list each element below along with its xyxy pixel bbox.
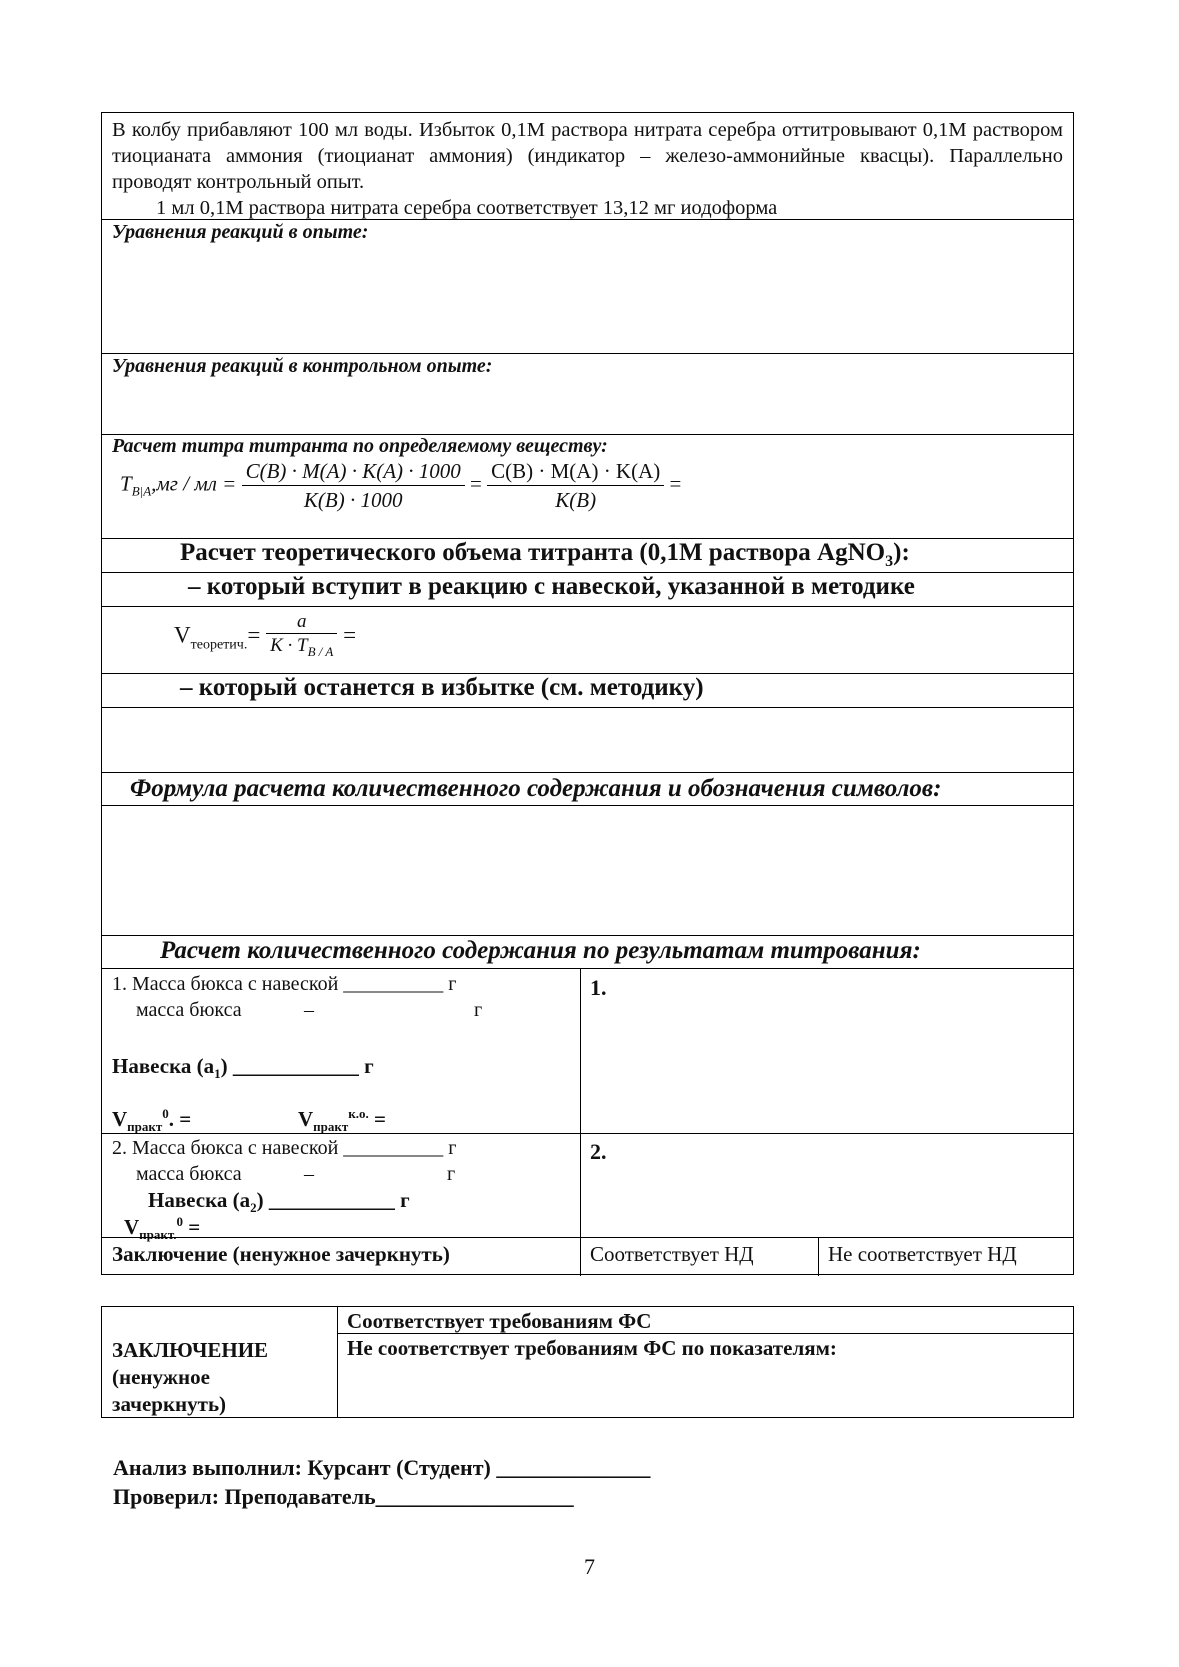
page-number: 7 <box>584 1554 595 1579</box>
divider <box>102 353 1073 354</box>
analysis-table <box>101 112 1074 1275</box>
sample2-dash: – <box>304 1163 314 1185</box>
titer-symbol: T <box>120 471 132 496</box>
divider <box>102 219 1073 220</box>
excess-volume-subtitle: – который останется в избытке (см. методику) <box>180 674 704 701</box>
naveska-subscript: 2 <box>250 1200 257 1216</box>
naveska-label: Навеска (а <box>112 1054 215 1078</box>
sample2-unit: г <box>447 1163 456 1185</box>
sample1-unit: г <box>474 999 483 1021</box>
v-prakt-equals: = <box>188 1215 201 1239</box>
v-ko-symbol: V <box>298 1107 314 1131</box>
column-divider <box>580 1237 581 1276</box>
v-prakt-symbol: V <box>112 1107 128 1131</box>
sample1-mass-with: 1. Масса бюкса с навеской __________ г <box>112 973 457 995</box>
v-theoretical-formula <box>174 611 356 664</box>
label-line-3: зачеркнуть) <box>112 1392 227 1416</box>
equals-sign: = <box>343 622 357 648</box>
v-prakt-superscript: 0 <box>176 1214 184 1229</box>
sample1-result-number: 1. <box>590 975 607 1000</box>
v-fraction-numerator: a <box>266 611 337 634</box>
divider <box>102 805 1073 806</box>
divider <box>102 1133 1073 1134</box>
method-text: В колбу прибавляют 100 мл воды. Избыток 0,1М раствора нитрата серебра оттитровывают 0,1М раствором тиоцианата аммония (тиоцианат аммония) (индикатор – железо-аммонийные квасцы). Параллельно проводят контрольный опыт. <box>112 119 1063 193</box>
naveska-subscript: 1 <box>214 1066 221 1082</box>
checked-by-signature: Проверил: Преподаватель__________________ <box>113 1484 574 1509</box>
column-divider <box>818 1237 819 1276</box>
sample1-dash: – <box>304 999 314 1021</box>
divider <box>102 707 1073 708</box>
final-conclusion-label <box>112 1337 268 1418</box>
column-divider <box>580 968 581 1237</box>
naveska-end: ) ____________ г <box>256 1188 410 1212</box>
v-prakt-subscript: практ <box>127 1119 163 1135</box>
label-line-2: (ненужное <box>112 1365 210 1389</box>
title-subscript: 3 <box>885 553 894 570</box>
titer-formula <box>120 457 681 514</box>
conclusion-match-nd[interactable]: Соответствует НД <box>590 1242 754 1266</box>
equals-sign: = <box>669 471 682 496</box>
titer-subscript: B|A <box>131 483 152 499</box>
v-prakt-symbol: V <box>124 1215 140 1239</box>
sample2-mass-with: 2. Масса бюкса с навеской __________ г <box>112 1137 457 1159</box>
divider <box>102 968 1073 969</box>
v-prakt-superscript: 0 <box>162 1106 169 1121</box>
performed-by-signature: Анализ выполнил: Курсант (Студент) ______________ <box>113 1455 651 1480</box>
divider <box>102 772 1073 773</box>
v-prakt-subscript: практ. <box>139 1227 177 1243</box>
theoretical-title-text: Расчет теоретического объема титранта (0,1М раствора AgNO <box>180 539 886 566</box>
v-ko-superscript: к.о. <box>348 1106 369 1121</box>
v-fraction <box>266 611 337 664</box>
title-end: ): <box>893 539 910 566</box>
naveska-label: Навеска (а <box>148 1188 251 1212</box>
conclusion-no-match-nd[interactable]: Не соответствует НД <box>828 1242 1017 1266</box>
final-match-fs[interactable]: Соответствует требованиям ФС <box>347 1309 652 1333</box>
titer-calc-label: Расчет титра титранта по определяемому веществу: <box>112 435 608 457</box>
divider <box>102 606 1073 607</box>
naveska-end: ) ____________ г <box>220 1054 374 1078</box>
equivalence-text: 1 мл 0,1М раствора нитрата серебра соответствует 13,12 мг иодоформа <box>156 197 778 219</box>
final-conclusion-table <box>101 1306 1074 1418</box>
v-prakt-equals: . = <box>168 1107 192 1131</box>
den-subscript: B / A <box>307 643 334 659</box>
reactions-control-label: Уравнения реакций в контрольном опыте: <box>112 355 493 377</box>
titer-units: ,мг / мл = <box>151 471 237 496</box>
den-k-t: K · T <box>270 635 308 656</box>
fraction-1-numerator: C(B) · M(A) · K(A) · 1000 <box>242 457 465 486</box>
fraction-2-numerator: C(B) · M(A) · K(A) <box>487 457 664 486</box>
equals-sign: = <box>470 471 482 496</box>
reactions-experiment-label: Уравнения реакций в опыте: <box>112 221 369 243</box>
v-subscript: теоретич. <box>190 637 248 653</box>
theoretical-volume-title <box>180 539 910 571</box>
v-ko-subscript: практ <box>313 1119 349 1135</box>
v-symbol: V <box>174 622 191 648</box>
fraction-2-denominator: K(B) <box>555 488 597 512</box>
sample2-mass-bottle: масса бюкса <box>136 1163 242 1185</box>
divider <box>102 1237 1073 1238</box>
sample1-naveska <box>112 1053 374 1087</box>
equals-sign: = <box>247 622 261 648</box>
method-description <box>112 117 1063 221</box>
final-no-match-fs[interactable]: Не соответствует требованиям ФС по показателям: <box>347 1336 837 1360</box>
label-line-1: ЗАКЛЮЧЕНИЕ <box>112 1338 269 1362</box>
column-divider <box>337 1307 338 1417</box>
titer-fraction-1 <box>242 457 465 514</box>
sample2-result-number: 2. <box>590 1139 607 1164</box>
results-title: Расчет количественного содержания по результатам титрования: <box>160 937 921 964</box>
v-fraction-denominator <box>266 634 337 664</box>
sample1-mass-bottle: масса бюкса <box>136 999 242 1021</box>
reacting-volume-subtitle: – который вступит в реакцию с навеской, указанной в методике <box>188 573 915 600</box>
titer-fraction-2 <box>487 457 664 514</box>
formula-title: Формула расчета количественного содержания и обозначения символов: <box>130 775 942 802</box>
conclusion-row-label: Заключение (ненужное зачеркнуть) <box>112 1242 450 1266</box>
fraction-1-denominator: K(B) · 1000 <box>303 488 403 512</box>
v-ko-equals: = <box>374 1107 386 1131</box>
divider <box>102 935 1073 936</box>
